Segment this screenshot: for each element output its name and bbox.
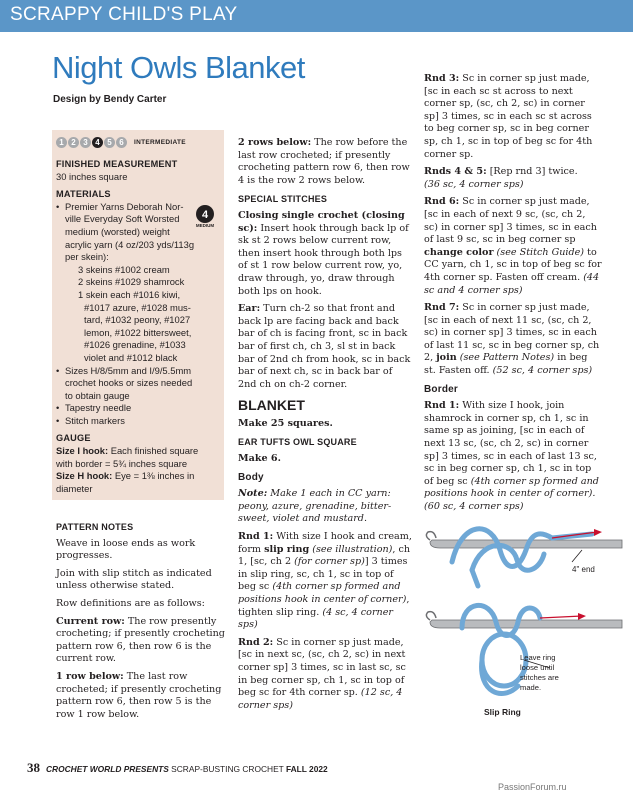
- svg-text:MEDIUM: MEDIUM: [195, 223, 215, 228]
- end-label: 4" end: [572, 565, 595, 574]
- finished-text: 30 inches square: [56, 170, 128, 182]
- finished-heading: FINISHED MEASUREMENT: [56, 159, 178, 169]
- svg-text:stitches are: stitches are: [520, 673, 559, 682]
- notes-heading: PATTERN NOTES: [56, 522, 134, 532]
- page-footer: 38 CROCHET WORLD PRESENTS SCRAP-BUSTING CROCHET FALL 2022: [27, 760, 328, 775]
- level-label: INTERMEDIATE: [134, 139, 186, 146]
- level-circle-active: 4: [92, 137, 103, 148]
- special-stitches-heading: SPECIAL STITCHES: [238, 194, 328, 205]
- page-title: Night Owls Blanket: [52, 50, 305, 85]
- page-number: 38: [27, 760, 40, 775]
- materials-item: • Stitch markers: [56, 415, 221, 428]
- watermark: PassionForum.ru: [498, 782, 567, 792]
- level-circle: 2: [68, 137, 79, 148]
- section-title: SCRAPPY CHILD'S PLAY: [10, 4, 238, 25]
- gauge-heading: GAUGE: [56, 433, 91, 444]
- crochet-hook-icon: [430, 620, 622, 628]
- pattern-notes: PATTERN NOTES Weave in loose ends as work progresses. Join with slip stitch as indicated unless otherwise stated. Row definitions are as follows: Current row: The row presently crocheting; if presently crocheting pattern row 6, then row 6 is the current row. 1 row below: The last row crocheted; if presently crocheting pattern row 6, then row 5 is the row 1 row below.: [56, 522, 225, 720]
- byline: Design by Bendy Carter: [53, 94, 167, 105]
- column-three: Rnd 3: Sc in corner sp just made, [sc in each sc st across to next corner sp, (sc, ch 2, sc) in corner sp] 3 times, sc in each sc st across to beg corner sp, sc in beg corner sp, ch 1, sc in top of beg sc for 4th corner sp. Rnds 4 & 5: [Rep rnd 3] twice. (36 sc, 4 corner sps) Rnd 6: Sc in corner sp just made, [sc in each of next 9 sc, (sc, ch 2, sc) in corner sp] 3 times, sc in each of last 9 sc, sc in beg corner sp change color (see Stitch Guide) to CC yarn, ch 1, sc in top of beg sc for 4th corner sp. Fasten off cream. (44 sc and 4 corner sps) Rnd 7: Sc in corner sp just made, [sc in each of next 11 sc, (sc, ch 2, sc) in corner sp] 3 times, sc in each of last 11 sc, sc in beg corner sp, ch 2, join (see Pattern Notes) in beg st. Fasten off. (52 sc, 4 corner sps) Border Rnd 1: With size I hook, join shamrock in corner sp, ch 1, sc in same sp as joining, [sc in each of next 13 sc, (sc, ch 2, sc) in corner sp] 3 times, sc in each of last 13 sc, sc in beg corner sp, ch 1, sc in top of beg sc (4th corner sp formed and positions hook in center of corner). (60 sc, 4 corner sps): [424, 73, 602, 512]
- border-heading: Border: [424, 383, 458, 395]
- materials-item: • Premier Yarns Deborah Nor- ville Everyday Soft Worsted medium (worsted) weight acrylic yarn (4 oz/203 yds/113g per skein):: [56, 201, 221, 264]
- level-circle: 6: [116, 137, 127, 148]
- level-circle: 1: [56, 137, 67, 148]
- level-circle: 5: [104, 137, 115, 148]
- svg-text:4: 4: [201, 209, 209, 221]
- materials-item: • Sizes H/8/5mm and I/9/5.5mm crochet hooks or sizes needed to obtain gauge: [56, 365, 221, 403]
- svg-text:made.: made.: [520, 683, 542, 692]
- materials-item: • Tapestry needle: [56, 402, 221, 415]
- skill-level: [56, 137, 186, 148]
- sidebar-content: FINISHED MEASUREMENT 30 inches square MATERIALS • Premier Yarns Deborah Nor- ville Everyday Soft Worsted medium (worsted) weight acrylic yarn (4 oz/203 yds/113g per skein): 3 skeins #1002 cream 2 skeins #1029 shamrock 1 skein each #1016 kiwi, #1017 azure, #1028 mus- tard, #1032 peony, #1027 lemon, #1022 bittersweet, #1026 grenadine, #1033 violet and #1012 black • Sizes H/8/5mm and I/9/5.5mm crochet hooks or sizes needed to obtain gauge • Tapestry needle • Stitch markers GAUGE Size I hook: Each finished square with border = 5¾ inches square Size H hook: Eye = 1⅜ inches in diameter: [56, 158, 221, 495]
- illustration-caption: Slip Ring: [484, 707, 521, 717]
- ear-tufts-heading: EAR TUFTS OWL SQUARE: [238, 437, 357, 448]
- svg-text:Leave ring: Leave ring: [520, 653, 556, 662]
- level-circle: 3: [80, 137, 91, 148]
- blanket-heading: BLANKET: [238, 397, 305, 414]
- yarn-weight-icon: [193, 204, 217, 228]
- materials-heading: MATERIALS: [56, 189, 111, 200]
- body-heading: Body: [238, 471, 264, 483]
- section-banner: [0, 0, 633, 32]
- svg-text:loose until: loose until: [520, 663, 555, 672]
- column-two: 2 rows below: The row before the last row crocheted; if presently crocheting pattern row 6, then row 4 is the row 2 rows below. SPECIAL STITCHES Closing single crochet (closing sc): Insert hook through back lp of sk st 2 rows below current row, then insert hook through both lps of st 1 row below current row, yo, draw through, yo, draw through both lps on hook. Ear: Turn ch-2 so that front and back lp are facing back and back bar of ch is facing front, sc in back bar of first ch, ch 3, sl st in back bar of 2nd ch from hook, sc in back bar of next ch, sc in back bar of 2nd ch on ch-2 corner. BLANKET Make 25 squares. EAR TUFTS OWL SQUARE Make 6. Body Note: Make 1 each in CC yarn: peony, azure, grenadine, bitter-sweet, violet and mustard. Rnd 1: With size I hook and cream, form slip ring (see illustration), ch 1, [sc, ch 2 (for corner sp)] 3 times in slip ring, sc, ch 1, sc in top of beg sc (4th corner sp formed and positions hook in center of corner), tighten slip ring. (4 sc, 4 corner sps) Rnd 2: Sc in corner sp just made, [sc in next sc, (sc, ch 2, sc) in next corner sp] 3 times, sc in last sc, sc in beg corner sp, ch 1, sc in top of beg sc for 4th corner sp. (12 sc, 4 corner sps): [238, 137, 412, 711]
- slip-ring-illustration: [422, 510, 627, 725]
